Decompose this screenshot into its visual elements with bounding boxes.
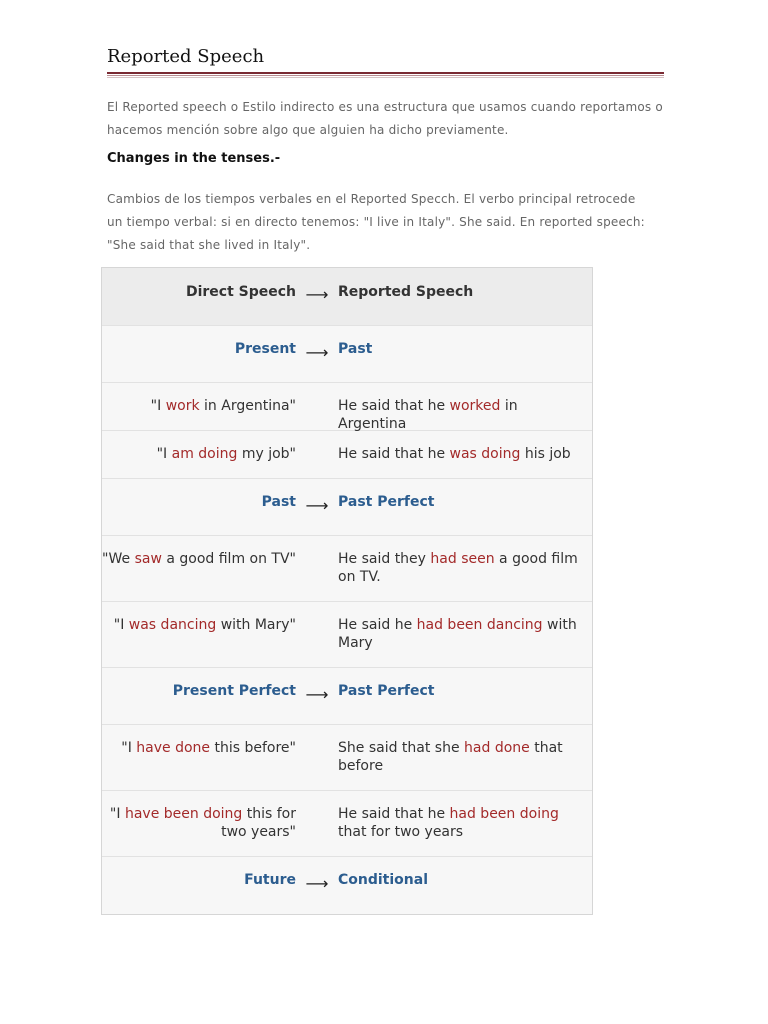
table-header-row <box>102 268 592 326</box>
direct-example: "I work in Argentina" <box>150 398 296 414</box>
arrow-icon: ⟶ <box>305 285 329 304</box>
table-row <box>102 791 592 857</box>
explanation-paragraph: Cambios de los tiempos verbales en el Reported Specch. El verbo principal retrocede un tiempo verbal: si en directo tenemos: "I live in Italy". She said. En reported speech: "She said that she lived in Italy". <box>107 192 645 252</box>
intro-paragraph: El Reported speech o Estilo indirecto es una estructura que usamos cuando reportamos o hacemos mención sobre algo que alguien ha dicho previamente. <box>107 100 663 137</box>
arrow-icon: ⟶ <box>305 496 329 515</box>
verb-highlight: was dancing <box>128 617 217 633</box>
table-row <box>102 602 592 668</box>
table-row <box>102 536 592 602</box>
verb-highlight: work <box>165 398 200 414</box>
title-rule-secondary <box>107 75 664 76</box>
verb-highlight: was doing <box>449 446 521 462</box>
verb-highlight: had been doing <box>449 806 559 822</box>
tense-section-row <box>102 326 592 383</box>
verb-highlight: had been dancing <box>416 617 543 633</box>
tense-section-row <box>102 668 592 725</box>
page-title: Reported Speech <box>107 46 265 67</box>
tense-table <box>101 267 593 915</box>
header-reported-speech: Reported Speech <box>338 284 474 300</box>
direct-tense: Present <box>234 341 296 357</box>
table-row <box>102 725 592 791</box>
tense-section-row <box>102 857 592 914</box>
verb-highlight: had seen <box>430 551 495 567</box>
arrow-icon: ⟶ <box>305 343 329 362</box>
direct-example: "I have done this before" <box>121 740 296 756</box>
reported-example: He said they had seen a good film on TV. <box>338 551 578 585</box>
reported-tense: Conditional <box>338 872 429 888</box>
title-rule <box>107 72 664 74</box>
verb-highlight: worked <box>449 398 501 414</box>
direct-example: "I have been doing this for two years" <box>109 806 296 840</box>
header-direct-speech: Direct Speech <box>185 284 296 300</box>
direct-tense: Past <box>261 494 296 510</box>
direct-example: "We saw a good film on TV" <box>102 551 296 567</box>
verb-highlight: have been doing <box>124 806 243 822</box>
verb-highlight: saw <box>134 551 162 567</box>
reported-tense: Past Perfect <box>338 683 435 699</box>
direct-example: "I am doing my job" <box>156 446 296 462</box>
reported-tense: Past Perfect <box>338 494 435 510</box>
title-rule-tertiary <box>107 77 664 78</box>
verb-highlight: had done <box>464 740 530 756</box>
direct-example: "I was dancing with Mary" <box>113 617 296 633</box>
tense-section-row <box>102 479 592 536</box>
reported-example: He said that he worked in Argentina <box>338 398 518 432</box>
arrow-icon: ⟶ <box>305 685 329 704</box>
table-row <box>102 431 592 479</box>
reported-tense: Past <box>338 341 373 357</box>
table-row <box>102 383 592 431</box>
reported-example: She said that she had done that before <box>338 740 563 774</box>
arrow-icon: ⟶ <box>305 874 329 893</box>
reported-example: He said that he had been doing that for two years <box>338 806 559 840</box>
verb-highlight: am doing <box>171 446 238 462</box>
direct-tense: Future <box>244 872 296 888</box>
verb-highlight: have done <box>136 740 211 756</box>
direct-tense: Present Perfect <box>172 683 296 699</box>
reported-example: He said he had been dancing with Mary <box>338 617 577 651</box>
reported-example: He said that he was doing his job <box>338 446 571 462</box>
section-heading: Changes in the tenses.- <box>107 151 281 166</box>
